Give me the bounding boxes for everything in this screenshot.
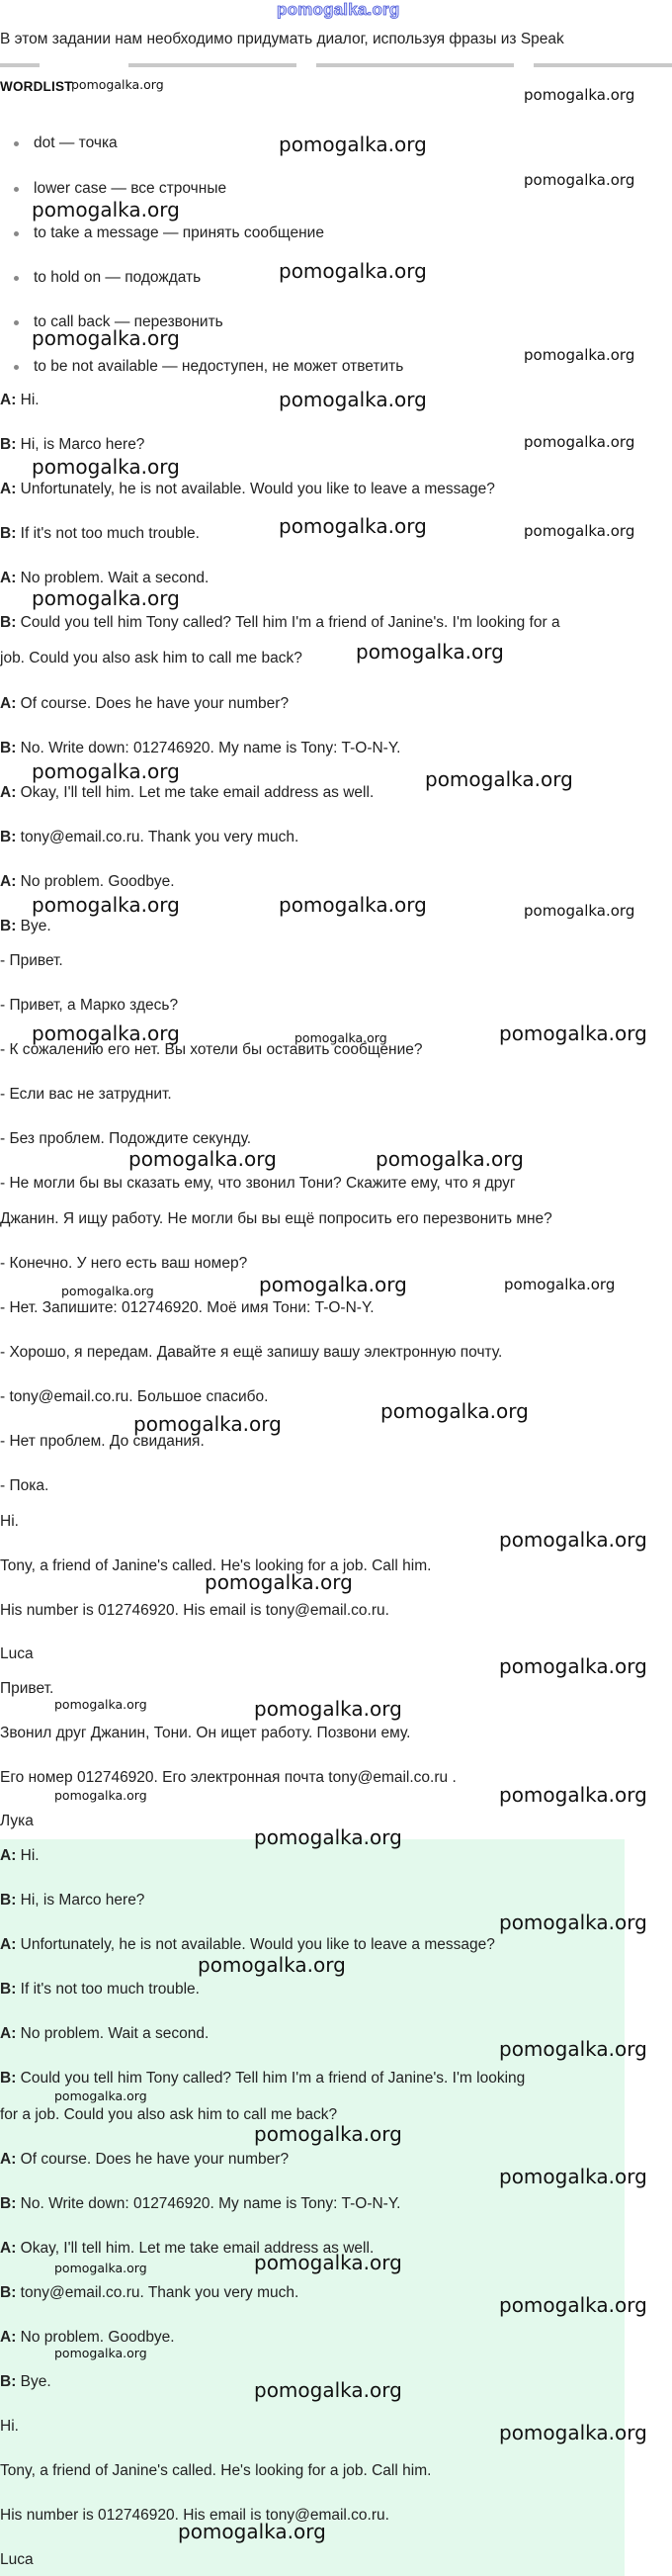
wordlist-item: to be not available — недоступен, не может ответить xyxy=(34,358,404,375)
dialogue-text: No problem. Goodbye. xyxy=(16,873,175,890)
clipped-text-line xyxy=(534,63,672,67)
speaker-label: A: xyxy=(0,392,17,408)
watermark: pomogalka.org xyxy=(32,1022,180,1045)
wordlist-item: to hold on — подождать xyxy=(34,269,202,286)
watermark: pomogalka.org xyxy=(524,346,635,364)
speaker-label: A: xyxy=(0,2240,17,2257)
message-signature: Luca xyxy=(0,1645,34,1662)
speaker-label: B: xyxy=(0,2070,17,2087)
dialogue-text: Unfortunately, he is not available. Would you like to leave a message? xyxy=(16,1936,495,1953)
watermark: pomogalka.org xyxy=(254,2378,402,2402)
watermark: pomogalka.org xyxy=(205,1570,353,1594)
watermark: pomogalka.org xyxy=(294,1030,387,1045)
dialogue-text: No problem. Goodbye. xyxy=(16,2329,175,2346)
dialogue-text: Hi. xyxy=(16,392,40,408)
speaker-label: A: xyxy=(0,784,17,801)
message-line: Tony, a friend of Janine's called. He's looking for a job. Call him. xyxy=(0,1557,432,1574)
watermark: pomogalka.org xyxy=(499,1022,647,1045)
answer-dialogue-line xyxy=(0,2194,400,2214)
watermark: pomogalka.org xyxy=(499,1783,647,1807)
wordlist-item: lower case — все строчные xyxy=(34,180,227,197)
russian-message-line: Привет. xyxy=(0,1680,54,1697)
russian-dialogue-line: - tony@email.co.ru. Большое спасибо. xyxy=(0,1388,269,1405)
wordlist-item: dot — точка xyxy=(34,134,118,151)
watermark: pomogalka.org xyxy=(32,198,180,222)
dialogue-text: If it's not too much trouble. xyxy=(16,525,200,542)
watermark: pomogalka.org xyxy=(54,2346,147,2360)
watermark: pomogalka.org xyxy=(259,1273,407,1296)
dialogue-line xyxy=(0,828,298,847)
answer-dialogue-line xyxy=(0,2328,175,2348)
speaker-label: A: xyxy=(0,1936,17,1953)
dialogue-line xyxy=(0,569,209,588)
russian-dialogue-line: - Нет проблем. До свидания. xyxy=(0,1433,205,1450)
speaker-label: B: xyxy=(0,436,17,453)
bullet-icon xyxy=(14,365,19,370)
answer-message-signature: Luca xyxy=(0,2551,34,2568)
dialogue-line xyxy=(0,613,560,633)
wordlist-heading: WORDLIST xyxy=(0,79,73,94)
russian-message-line: Звонил друг Джанин, Тони. Он ищет работу. Позвони ему. xyxy=(0,1725,411,1741)
task-intro: В этом задании нам необходимо придумать диалог, используя фразы из Speak xyxy=(0,31,564,47)
speaker-label: B: xyxy=(0,614,17,631)
russian-dialogue-line: - Нет. Запишите: 012746920. Моё имя Тони: T-O-N-Y. xyxy=(0,1299,375,1316)
dialogue-text: tony@email.co.ru. Thank you very much. xyxy=(16,829,299,845)
watermark: pomogalka.org xyxy=(425,767,573,791)
dialogue-line xyxy=(0,783,374,803)
dialogue-text: Hi, is Marco here? xyxy=(16,1892,145,1909)
dialogue-text: No. Write down: 012746920. My name is Tony: T-O-N-Y. xyxy=(16,740,401,756)
answer-dialogue-line xyxy=(0,1935,495,1955)
watermark: pomogalka.org xyxy=(32,893,180,917)
dialogue-text: No problem. Wait a second. xyxy=(16,2025,210,2042)
watermark: pomogalka.org xyxy=(279,893,427,917)
watermark: pomogalka.org xyxy=(380,1399,529,1423)
clipped-text-line xyxy=(0,63,40,67)
watermark: pomogalka.org xyxy=(279,133,427,156)
watermark: pomogalka.org xyxy=(32,586,180,610)
dialogue-text: Of course. Does he have your number? xyxy=(16,695,290,712)
dialogue-text: Of course. Does he have your number? xyxy=(16,2151,290,2168)
bullet-icon xyxy=(14,187,19,192)
bullet-icon xyxy=(14,141,19,146)
dialogue-text: If it's not too much trouble. xyxy=(16,1981,200,1998)
speaker-label: B: xyxy=(0,2195,17,2212)
clipped-text-line xyxy=(128,63,296,67)
russian-dialogue-line: - Привет, а Марко здесь? xyxy=(0,997,179,1014)
russian-dialogue-line: - Хорошо, я передам. Давайте я ещё запишу вашу электронную почту. xyxy=(0,1344,503,1361)
speaker-label: A: xyxy=(0,2329,17,2346)
speaker-label: B: xyxy=(0,740,17,756)
dialogue-text: Bye. xyxy=(16,2373,51,2390)
watermark: pomogalka.org xyxy=(279,514,427,538)
speaker-label: B: xyxy=(0,2373,17,2390)
watermark: pomogalka.org xyxy=(254,1697,402,1721)
watermark: pomogalka.org xyxy=(198,1953,346,1977)
watermark: pomogalka.org xyxy=(499,2037,647,2061)
watermark: pomogalka.org xyxy=(279,259,427,283)
clipped-text-line xyxy=(316,63,514,67)
dialogue-text: job. Could you also ask him to call me back? xyxy=(0,650,302,666)
speaker-label: A: xyxy=(0,695,17,712)
speaker-label: B: xyxy=(0,1892,17,1909)
watermark: pomogalka.org xyxy=(32,759,180,783)
watermark: pomogalka.org xyxy=(128,1147,277,1171)
dialogue-text: Could you tell him Tony called? Tell him I'm a friend of Janine's. I'm looking xyxy=(16,2070,526,2087)
dialogue-text: No. Write down: 012746920. My name is Tony: T-O-N-Y. xyxy=(16,2195,401,2212)
watermark: pomogalka.org xyxy=(279,388,427,411)
answer-dialogue-line xyxy=(0,2283,298,2303)
answer-dialogue-line xyxy=(0,2069,525,2088)
dialogue-line xyxy=(0,694,289,714)
russian-message-line: Его номер 012746920. Его электронная почта tony@email.co.ru . xyxy=(0,1769,457,1786)
speaker-label: A: xyxy=(0,2151,17,2168)
dialogue-text: Could you tell him Tony called? Tell him I'm a friend of Janine's. I'm looking for a xyxy=(16,614,560,631)
speaker-label: B: xyxy=(0,525,17,542)
watermark: pomogalka.org xyxy=(499,1654,647,1678)
answer-message-line: His number is 012746920. His email is tony@email.co.ru. xyxy=(0,2507,389,2524)
watermark: pomogalka.org xyxy=(524,522,635,540)
speaker-label: A: xyxy=(0,481,17,497)
watermark: pomogalka.org xyxy=(32,326,180,350)
watermark: pomogalka.org xyxy=(61,1284,154,1298)
answer-dialogue-line xyxy=(0,1891,144,1910)
dialogue-line xyxy=(0,917,51,936)
dialogue-text: Hi. xyxy=(16,1847,40,1864)
dialogue-line xyxy=(0,872,175,892)
message-line: His number is 012746920. His email is tony@email.co.ru. xyxy=(0,1602,389,1619)
watermark: pomogalka.org xyxy=(71,77,164,92)
watermark: pomogalka.org xyxy=(54,2088,147,2103)
dialogue-text: tony@email.co.ru. Thank you very much. xyxy=(16,2284,299,2301)
russian-dialogue-line: - Конечно. У него есть ваш номер? xyxy=(0,1255,248,1272)
speaker-label: B: xyxy=(0,918,17,934)
watermark: pomogalka.org xyxy=(524,902,635,920)
dialogue-text: Okay, I'll tell him. Let me take email address as well. xyxy=(16,2240,375,2257)
russian-message-signature: Лука xyxy=(0,1813,34,1829)
dialogue-line-continued xyxy=(0,649,302,668)
watermark: pomogalka.org xyxy=(133,1412,282,1436)
russian-dialogue-line: - Если вас не затруднит. xyxy=(0,1086,172,1103)
wordlist-item: to call back — перезвонить xyxy=(34,313,223,330)
dialogue-text: Unfortunately, he is not available. Would you like to leave a message? xyxy=(16,481,495,497)
speaker-label: B: xyxy=(0,829,17,845)
watermark: pomogalka.org xyxy=(504,1276,616,1293)
dialogue-text: Hi, is Marco here? xyxy=(16,436,145,453)
speaker-label: B: xyxy=(0,2284,17,2301)
answer-dialogue-line xyxy=(0,2150,289,2170)
speaker-label: B: xyxy=(0,1981,17,1998)
speaker-label: A: xyxy=(0,1847,17,1864)
dialogue-text: Okay, I'll tell him. Let me take email address as well. xyxy=(16,784,375,801)
dialogue-line xyxy=(0,480,495,499)
dialogue-line xyxy=(0,739,400,758)
wordlist-item: to take a message — принять сообщение xyxy=(34,224,324,241)
watermark: pomogalka.org xyxy=(32,455,180,479)
watermark: pomogalka.org xyxy=(499,2421,647,2444)
bullet-icon xyxy=(14,320,19,325)
answer-message-line: Hi. xyxy=(0,2418,19,2435)
answer-dialogue-line xyxy=(0,2024,209,2044)
watermark: pomogalka.org xyxy=(499,2165,647,2188)
watermark: pomogalka.org xyxy=(524,171,635,189)
dialogue-text: Bye. xyxy=(16,918,51,934)
message-line: Hi. xyxy=(0,1513,19,1530)
russian-dialogue-line: - Не могли бы вы сказать ему, что звонил Тони? Скажите ему, что я друг xyxy=(0,1175,516,1192)
dialogue-line xyxy=(0,435,144,455)
dialogue-text: No problem. Wait a second. xyxy=(16,570,210,586)
russian-dialogue-line: - Привет. xyxy=(0,952,63,969)
answer-dialogue-line xyxy=(0,1846,40,1866)
watermark: pomogalka.org xyxy=(356,640,504,664)
watermark: pomogalka.org xyxy=(499,1910,647,1934)
dialogue-line xyxy=(0,391,40,410)
watermark: pomogalka.org xyxy=(178,2520,326,2543)
watermark: pomogalka.org xyxy=(54,1788,147,1803)
dialogue-text: for a job. Could you also ask him to call me back? xyxy=(0,2106,338,2123)
watermark: pomogalka.org xyxy=(254,2251,402,2274)
russian-dialogue-line: - К сожалению его нет. Вы хотели бы оставить сообщение? xyxy=(0,1041,423,1058)
russian-dialogue-line: - Без проблем. Подождите секунду. xyxy=(0,1130,252,1147)
russian-dialogue-line: - Пока. xyxy=(0,1477,49,1494)
answer-message-line: Tony, a friend of Janine's called. He's looking for a job. Call him. xyxy=(0,2462,432,2479)
watermark: pomogalka.org xyxy=(376,1147,524,1171)
dialogue-line xyxy=(0,524,200,544)
answer-dialogue-line xyxy=(0,2372,51,2392)
watermark: pomogalka.org xyxy=(254,1825,402,1849)
speaker-label: A: xyxy=(0,873,17,890)
watermark: pomogalka.org xyxy=(54,1697,147,1712)
watermark: pomogalka.org xyxy=(54,2261,147,2275)
site-logo[interactable]: pomogalka.org xyxy=(277,0,400,19)
watermark: pomogalka.org xyxy=(524,433,635,451)
watermark: pomogalka.org xyxy=(524,86,635,104)
speaker-label: A: xyxy=(0,570,17,586)
watermark: pomogalka.org xyxy=(499,1528,647,1552)
bullet-icon xyxy=(14,231,19,236)
bullet-icon xyxy=(14,276,19,281)
watermark: pomogalka.org xyxy=(254,2122,402,2146)
answer-dialogue-line xyxy=(0,1980,200,1999)
russian-dialogue-line: Джанин. Я ищу работу. Не могли бы вы ещё попросить его перезвонить мне? xyxy=(0,1210,552,1227)
watermark: pomogalka.org xyxy=(499,2293,647,2317)
speaker-label: A: xyxy=(0,2025,17,2042)
